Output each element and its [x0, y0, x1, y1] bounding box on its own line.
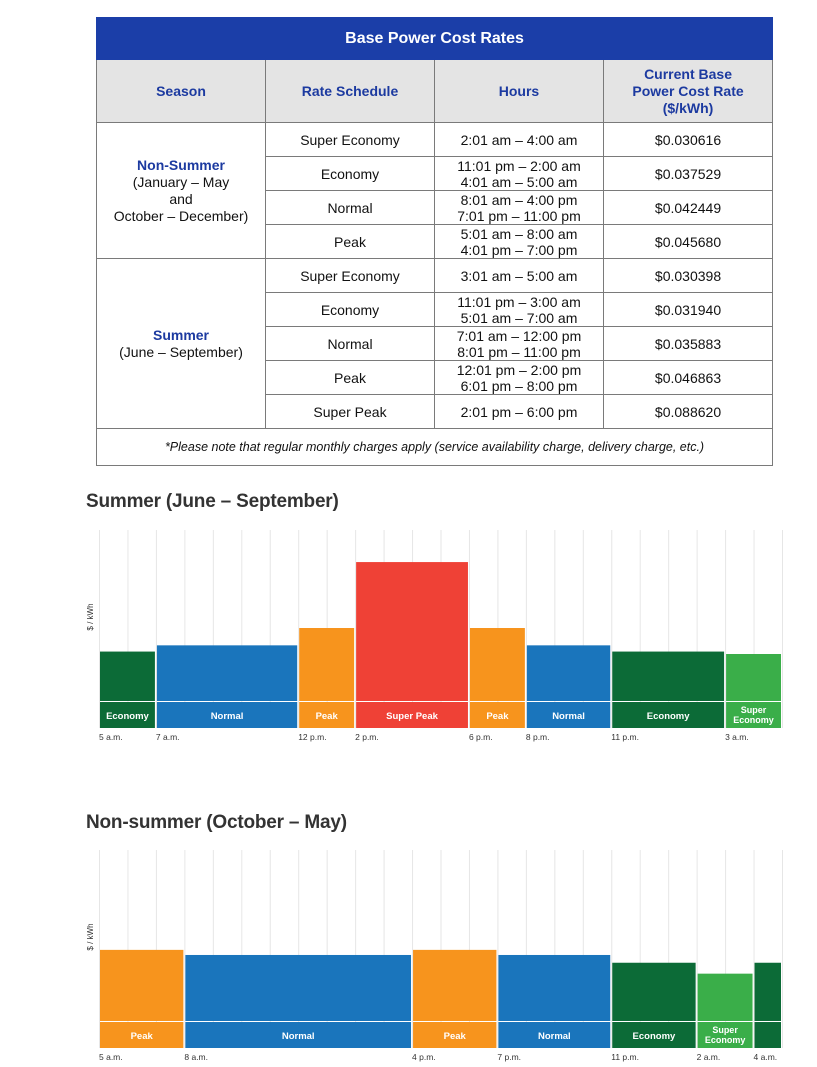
rate-bar — [413, 950, 496, 1021]
schedule-cell: Normal — [266, 191, 435, 225]
bar-label: Peak — [443, 1031, 466, 1042]
schedule-cell: Super Economy — [266, 259, 435, 293]
table-title: Base Power Cost Rates — [97, 18, 773, 60]
x-tick-label: 6 p.m. — [468, 732, 493, 742]
rate-bar — [100, 950, 183, 1021]
table-note: *Please note that regular monthly charges apply (service availability charge, delivery charge, etc.) — [97, 429, 773, 466]
hours-line: 6:01 pm – 8:00 pm — [460, 377, 578, 394]
hours-line: 8:01 am – 4:00 pm — [460, 191, 578, 208]
schedule-cell: Economy — [266, 293, 435, 327]
hours-line: 12:01 pm – 2:00 pm — [456, 361, 582, 378]
non-summer-section-title: Non-summer (October – May) — [86, 812, 347, 833]
schedule-cell: Super Economy — [266, 123, 435, 157]
x-tick-label: 11 p.m. — [611, 1052, 639, 1062]
hours-cell — [435, 157, 604, 191]
rate-cell: $0.037529 — [604, 157, 773, 191]
season-desc: (June – September) — [119, 343, 243, 360]
rate-cell: $0.031940 — [604, 293, 773, 327]
hours-line: 2:01 pm – 6:00 pm — [460, 403, 578, 420]
non-summer-rate-chart — [0, 850, 817, 1065]
x-tick-label: 7 p.m. — [497, 1052, 522, 1062]
schedule-cell: Peak — [266, 225, 435, 259]
season-desc: and — [169, 190, 193, 207]
rate-bar — [356, 562, 468, 701]
bar-label: Peak — [315, 711, 338, 722]
x-tick-label: 5 a.m. — [99, 1052, 123, 1062]
x-tick-label: 8 p.m. — [525, 732, 550, 742]
x-tick-label: 11 p.m. — [611, 732, 639, 742]
bar-label-line: Economy — [704, 1035, 746, 1045]
rate-cell: $0.088620 — [604, 395, 773, 429]
season-desc: (January – May — [132, 173, 230, 190]
hours-cell — [435, 361, 604, 395]
header-rate-schedule: Rate Schedule — [266, 60, 435, 123]
rate-cell: $0.035883 — [604, 327, 773, 361]
bar-label: Economy — [632, 1031, 676, 1042]
x-tick-label: 7 a.m. — [155, 732, 180, 742]
season-summer — [97, 259, 266, 429]
season-non-summer — [97, 123, 266, 259]
hours-cell — [435, 259, 604, 293]
x-tick-label: 3 a.m. — [725, 732, 749, 742]
summer-rate-chart — [0, 530, 817, 745]
header-hours: Hours — [435, 60, 604, 123]
schedule-cell: Normal — [266, 327, 435, 361]
rate-bar — [498, 955, 610, 1021]
x-tick-label: 5 a.m. — [99, 732, 123, 742]
hours-line: 11:01 pm – 3:00 am — [457, 293, 581, 310]
hours-line: 4:01 pm – 7:00 pm — [460, 241, 578, 258]
schedule-cell: Peak — [266, 361, 435, 395]
rate-bar — [527, 645, 610, 701]
rate-bar — [185, 955, 411, 1021]
rate-bar — [100, 652, 155, 701]
header-rate-line: Current Base — [644, 65, 732, 82]
y-axis-label: $ / kWh — [86, 603, 95, 631]
y-axis-label: $ / kWh — [86, 923, 95, 951]
hours-line: 11:01 pm – 2:00 am — [457, 157, 581, 174]
hours-line: 8:01 pm – 11:00 pm — [457, 343, 581, 360]
hours-line: 3:01 am – 5:00 am — [460, 267, 578, 284]
rate-table — [96, 17, 773, 466]
x-tick-label: 2 a.m. — [696, 1052, 721, 1062]
season-name: Summer — [152, 326, 210, 343]
rate-cell: $0.030616 — [604, 123, 773, 157]
rate-bar — [470, 628, 525, 701]
x-tick-label: 4 p.m. — [412, 1052, 436, 1062]
bar-label: Normal — [537, 1031, 571, 1042]
bar-label: Economy — [646, 711, 690, 722]
rate-bar — [299, 628, 354, 701]
rate-bar — [612, 963, 695, 1021]
bar-label-line: Super — [740, 705, 767, 715]
bar-label: Super Peak — [386, 711, 438, 722]
hours-cell — [435, 191, 604, 225]
bar-label: Normal — [281, 1031, 315, 1042]
rate-bar — [755, 963, 781, 1021]
summer-section-title: Summer (June – September) — [86, 491, 339, 512]
hours-line: 5:01 am – 7:00 am — [460, 309, 578, 326]
bar-label: Normal — [210, 711, 244, 722]
table-row — [97, 123, 773, 157]
hours-line: 7:01 pm – 11:00 pm — [457, 207, 581, 224]
hours-line: 5:01 am – 8:00 am — [460, 225, 578, 242]
rate-bar — [612, 652, 724, 701]
rate-bar-label-band — [755, 1022, 781, 1048]
schedule-cell: Super Peak — [266, 395, 435, 429]
season-name: Non-Summer — [137, 156, 225, 173]
table-row — [97, 259, 773, 293]
schedule-cell: Economy — [266, 157, 435, 191]
rate-cell: $0.030398 — [604, 259, 773, 293]
bar-label: Peak — [130, 1031, 153, 1042]
header-rate-line: ($/kWh) — [662, 99, 714, 116]
bar-label-line: Super — [712, 1025, 738, 1035]
rate-cell: $0.042449 — [604, 191, 773, 225]
hours-line: 7:01 am – 12:00 pm — [456, 327, 582, 344]
rate-cell: $0.046863 — [604, 361, 773, 395]
hours-line: 4:01 am – 5:00 am — [460, 173, 578, 190]
header-rate-line: Power Cost Rate — [632, 82, 744, 99]
hours-cell — [435, 395, 604, 429]
x-tick-label: 8 a.m. — [184, 1052, 208, 1062]
header-season: Season — [97, 60, 266, 123]
x-tick-label: 12 p.m. — [298, 732, 327, 742]
rate-bar — [726, 654, 781, 701]
hours-cell — [435, 293, 604, 327]
rate-cell: $0.045680 — [604, 225, 773, 259]
hours-line: 2:01 am – 4:00 am — [460, 131, 578, 148]
x-tick-label: 2 p.m. — [355, 732, 379, 742]
rate-bar — [698, 974, 753, 1021]
season-desc: October – December) — [113, 207, 249, 224]
rate-bar — [157, 645, 297, 701]
bar-label: Normal — [552, 711, 585, 722]
bar-label: Peak — [486, 711, 509, 722]
hours-cell — [435, 225, 604, 259]
header-rate — [604, 60, 773, 123]
x-tick-label: 4 a.m. — [753, 1052, 778, 1062]
bar-label: Economy — [106, 711, 149, 722]
hours-cell — [435, 327, 604, 361]
bar-label-line: Economy — [733, 715, 774, 725]
hours-cell — [435, 123, 604, 157]
